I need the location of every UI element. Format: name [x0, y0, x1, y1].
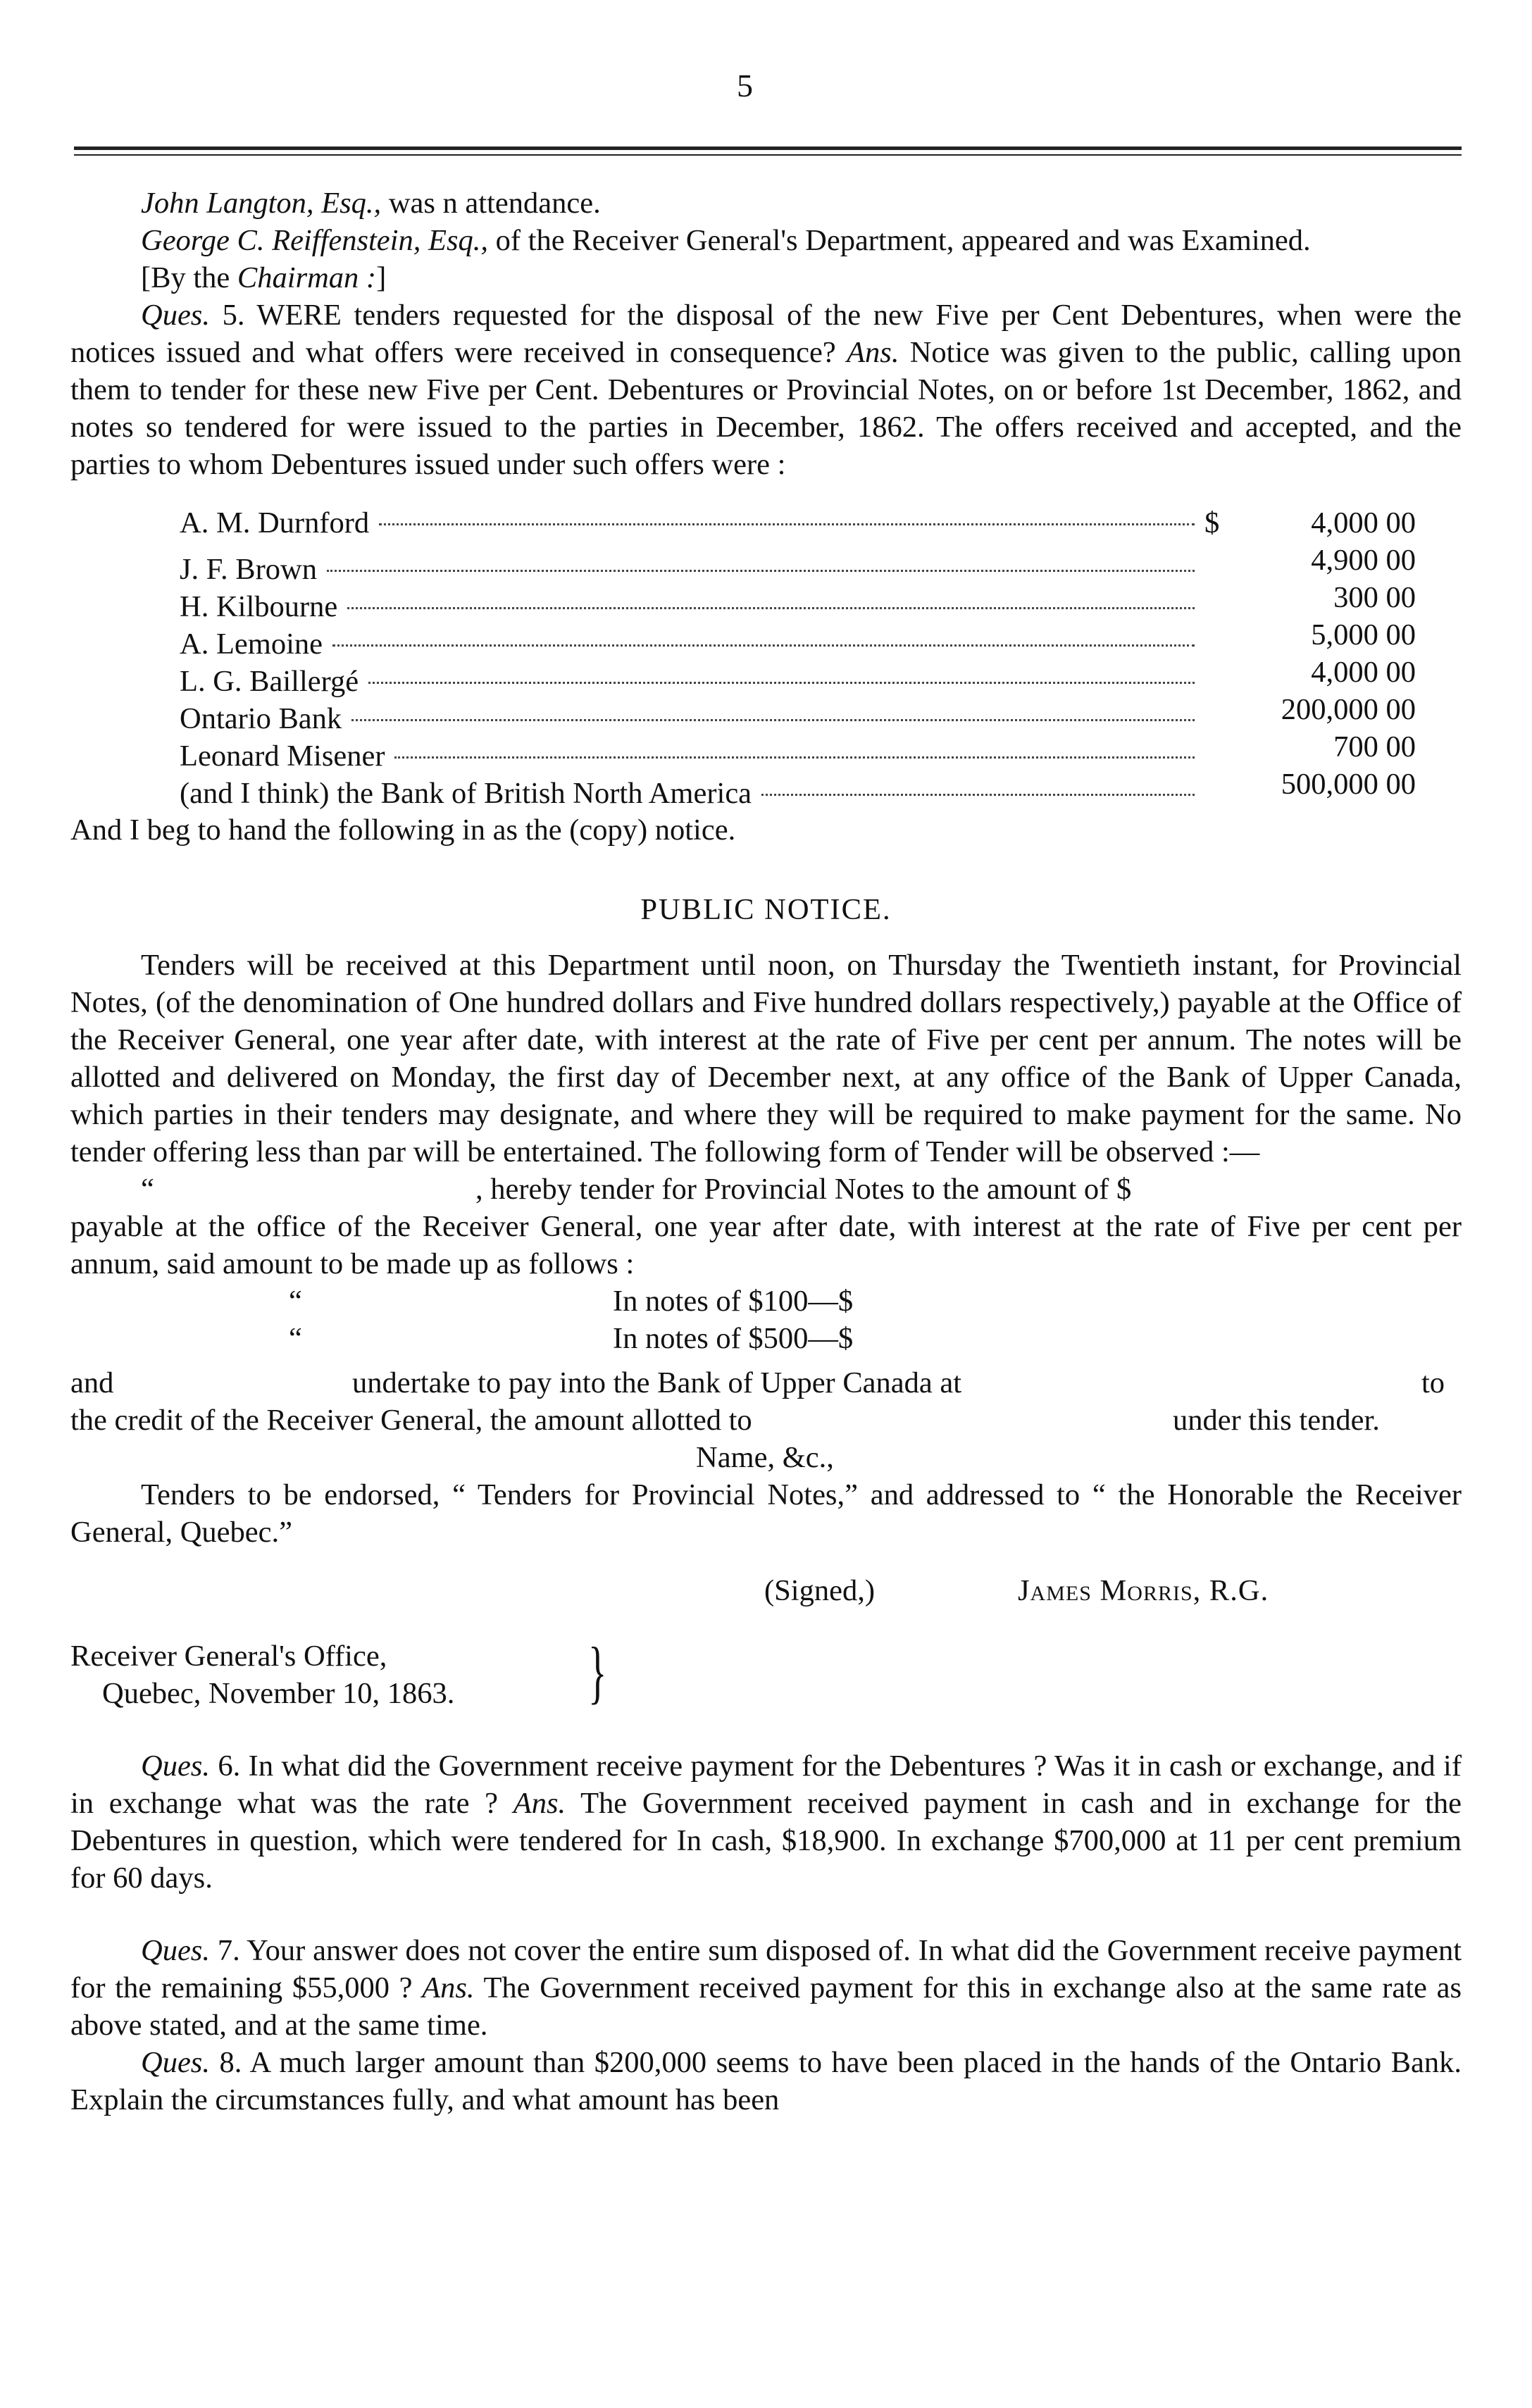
- undertake-line: and undertake to pay into the Bank of Upper Canada at to: [70, 1366, 1445, 1399]
- ledger-row: L. G. Baillergé 4,000 00: [180, 656, 1416, 698]
- signature-line: (Signed,) James Morris, R.G.: [70, 1572, 1462, 1609]
- ledger-row: J. F. Brown 4,900 00: [180, 544, 1416, 586]
- signer-name: James Morris, R.G.: [1018, 1574, 1269, 1607]
- hand-notice-line: And I beg to hand the following in as the (copy) notice.: [70, 813, 736, 847]
- public-notice-heading: PUBLIC NOTICE.: [640, 893, 892, 926]
- page-content: [70, 185, 1462, 2119]
- attendance-line: John Langton, Esq., was n attendance.: [141, 187, 601, 220]
- public-notice-body: Tenders will be received at this Department until noon, on Thursday the Twentieth instant, for Provincial Notes, (of the denomination of One hundred dollars and Five hundred dollars respectively,) payable at the Office of the Receiver General, one year after date, with interest at the rate of Five per cent per annum. The notes will be allotted and delivered on Monday, the first day of December next, at any office of the Bank of Upper Canada, which parties in their tenders may designate, and where they will be required to make payment for the same. No tender offering less than par will be entertained. The following form of Tender will be observed :—: [70, 949, 1462, 1168]
- examined-line: George C. Reiffenstein, Esq., of the Receiver General's Department, appeared and was Examined.: [141, 224, 1311, 257]
- question-6: Ques. 6. In what did the Government receive payment for the Debentures ? Was it in cash or exchange, and if in exchange what was the rate ? Ans. The Government received payment in cash and in exchange for the Debentures in question, which were tendered for In cash, $18,900. In exchange $700,000 at 11 per cent premium for 60 days.: [70, 1749, 1462, 1895]
- ledger-row: (and I think) the Bank of British North America 500,000 00: [180, 768, 1416, 810]
- question-8: Ques. 8. A much larger amount than $200,000 seems to have been placed in the hands of the Ontario Bank. Explain the circumstances fully, and what amount has been: [70, 2046, 1462, 2116]
- header-rule-thin: [74, 154, 1462, 156]
- endorsement-text: Tenders to be endorsed, “ Tenders for Provincial Notes,” and addressed to “ the Honorable the Receiver General, Quebec.”: [70, 1478, 1462, 1549]
- question-5: Ques. 5. WERE tenders requested for the disposal of the new Five per Cent Debentures, when were the notices issued and what offers were received in consequence? Ans. Notice was given to the public, calling upon them to tender for these new Five per Cent. Debentures or Provincial Notes, on or before 1st December, 1862, and notes so tendered for were issued to the parties in December, 1862. The offers received and accepted, and the parties to whom Debentures issued under such offers were :: [70, 299, 1462, 481]
- tender-form-line-2: payable at the office of the Receiver General, one year after date, with interest at the rate of Five per cent per annum, said amount to be made up as follows :: [70, 1210, 1462, 1280]
- ledger-row: Leonard Misener 700 00: [180, 730, 1416, 773]
- chairman-line: [By the Chairman :]: [141, 261, 387, 294]
- witness-name: George C. Reiffenstein, Esq.,: [141, 224, 488, 257]
- curly-brace: }: [588, 1633, 607, 1711]
- notes-100-line: “ In notes of $100—$: [289, 1285, 854, 1318]
- notes-500-line: “ In notes of $500—$: [289, 1322, 854, 1355]
- header-rule-thick: [74, 146, 1462, 150]
- tender-ledger: [180, 504, 1416, 810]
- ledger-row: A. M. Durnford $ 4,000 00: [180, 506, 1416, 539]
- page-number: 5: [737, 68, 753, 104]
- attendee-name: John Langton, Esq.,: [141, 187, 382, 220]
- question-7: Ques. 7. Your answer does not cover the entire sum disposed of. In what did the Government receive payment for the remaining $55,000 ? Ans. The Government received payment for this in exchange also at the same rate as above stated, and at the same time.: [70, 1934, 1462, 2042]
- office-date-block: Receiver General's Office, Quebec, November 10, 1863. }: [70, 1633, 607, 1711]
- ledger-row: H. Kilbourne 300 00: [180, 581, 1416, 623]
- tender-form-line-1: “ , hereby tender for Provincial Notes to the amount of $: [141, 1173, 1132, 1206]
- credit-line: the credit of the Receiver General, the amount allotted to under this tender.: [70, 1404, 1380, 1437]
- ledger-row: A. Lemoine 5,000 00: [180, 618, 1416, 661]
- ledger-row: Ontario Bank 200,000 00: [180, 693, 1416, 735]
- name-line: Name, &c.,: [696, 1441, 834, 1474]
